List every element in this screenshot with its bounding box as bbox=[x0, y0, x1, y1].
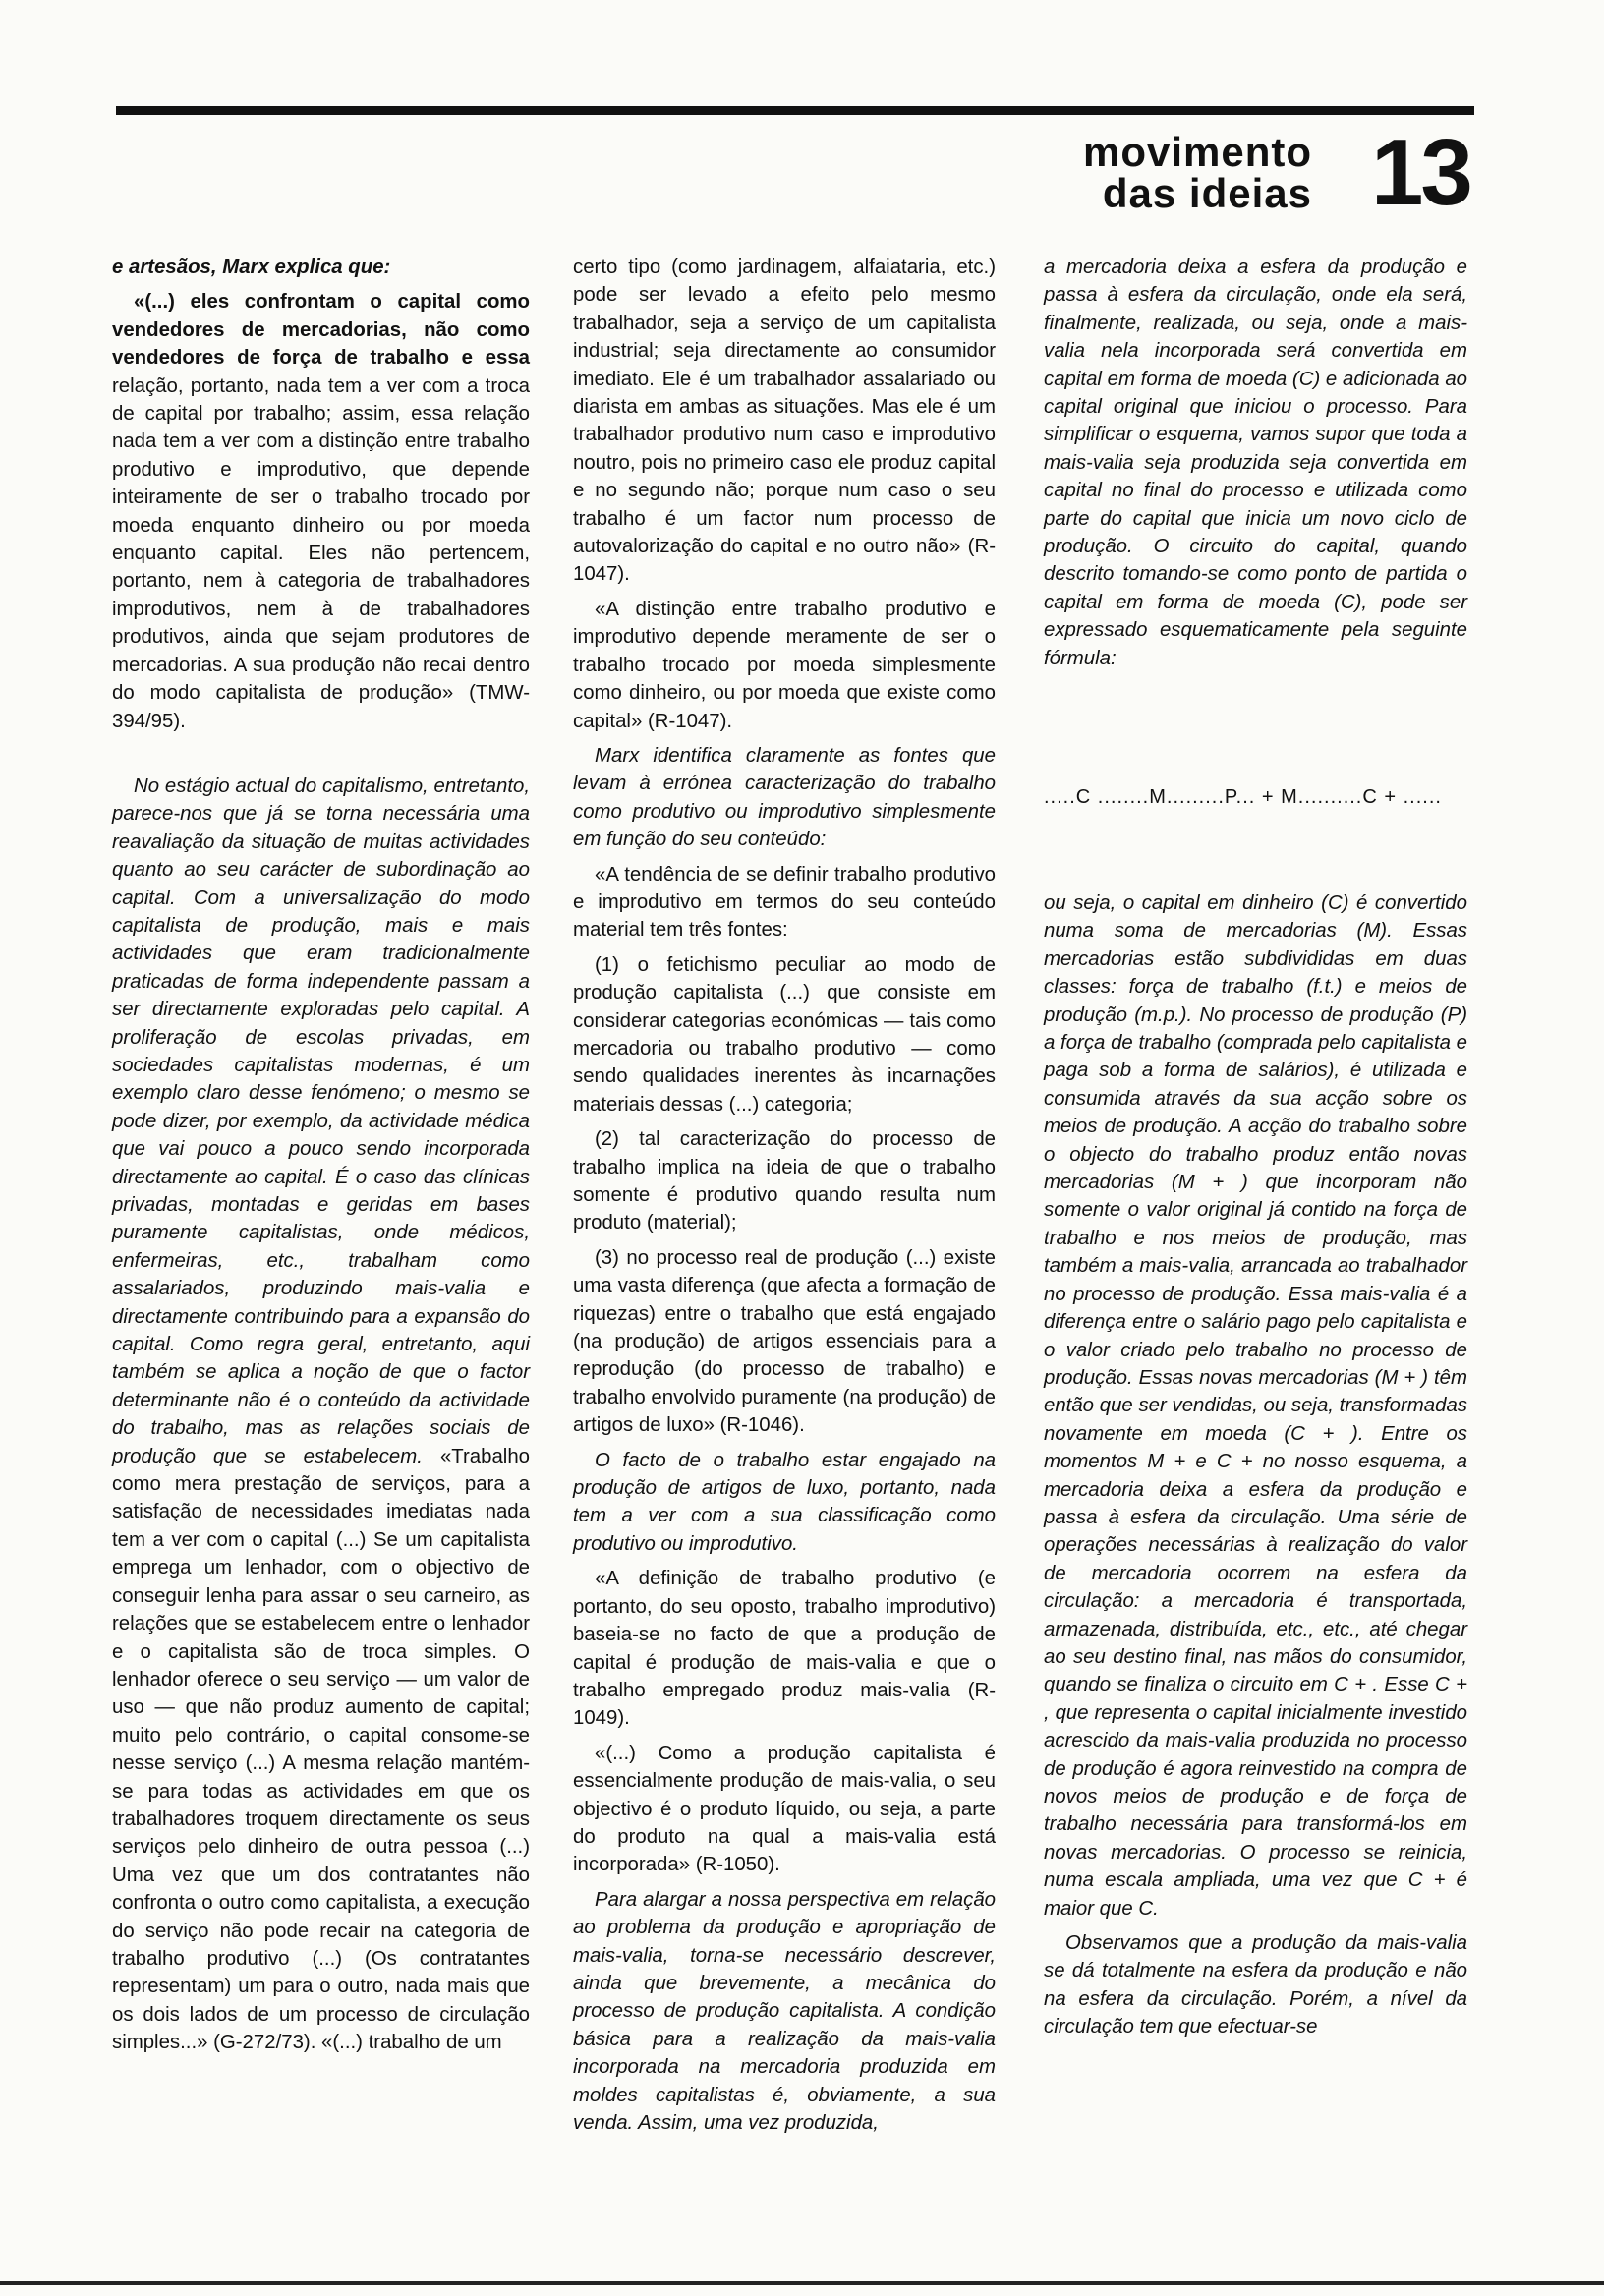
quote-text: relação, portanto, nada tem a ver com a troca de capital por trabalho; assim, essa relação nada tem a ver com a distinção entre trabalho produtivo e improdutivo, que depende inteiramente de ser o trabalho trocado por moeda enquanto dinheiro ou por moeda enquanto capital. Eles não pertencem, portanto, nem à categoria de trabalhadores improdutivos, nem à de trabalhadores produtivos, ainda que sejam produtores de mercadorias. A sua produção não recai dentro do modo capitalista de produção» (TMW-394/95). bbox=[112, 374, 530, 732]
quote-paragraph bbox=[112, 288, 530, 735]
paragraph: Para alargar a nossa perspectiva em relação ao problema da produção e apropriação de mais-valia, torna-se necessário descrever, ainda que brevemente, a mecânica do processo de produção capitalista. A condição básica para a realização da mais-valia incorporada na mercadoria produzida em moldes capitalistas é, obviamente, a sua venda. Assim, uma vez produzida, bbox=[573, 1888, 996, 2134]
italic-text: No estágio actual do capitalismo, entretanto, parece-nos que já se torna necessária uma reavaliação da situação de muitas actividades quanto ao seu carácter de subordinação ao capital. Com a universalização do modo capitalista de produção, mais e mais actividades que eram tradicionalmente praticadas de forma independente passam a ser directamente exploradas pelo capital. A proliferação de escolas privadas, em sociedades capitalistas modernas, é um exemplo claro desse fenómeno; o mesmo se pode dizer, por exemplo, da actividade médica que vai pouco a pouco sendo incorporada directamente ao capital. É o caso das clínicas privadas, montadas e geridas em bases puramente capitalistas, onde médicos, enfermeiras, etc., trabalham como assalariados, produzindo mais-valia e directamente contribuindo para a expansão do capital. Como regra geral, entretanto, aqui também se aplica a noção de que o factor determinante não é o conteúdo da actividade do trabalho, mas as relações sociais de produção que se estabelecem. bbox=[112, 775, 530, 1467]
section-title-line-1: movimento bbox=[1082, 129, 1312, 175]
capital-circuit-formula: .....C ........M.........P... + M..........C + ...... bbox=[1044, 786, 1442, 808]
paragraph: O facto de o trabalho estar engajado na produção de artigos de luxo, portanto, nada tem a ver com a sua classificação como produtivo ou improdutivo. bbox=[573, 1449, 996, 1555]
section-title-line-2: das ideias bbox=[1102, 170, 1312, 216]
paragraph: ou seja, o capital em dinheiro (C) é convertido numa soma de mercadorias (M). Essas mercadorias estão subdivididas em duas classes: força de trabalho (f.t.) e meios de produção (m.p.). No processo de produção (P) a força de trabalho (comprada pelo capitalista e paga sob a forma de salários), é utilizada e consumida através da sua acção sobre os meios de produção. A acção do trabalho sobre o objecto do trabalho produz então novas mercadorias (M + ) que incorporam não somente o valor original já contido na força de trabalho e nos meios de produção, mas também a mais-valia, arrancada ao trabalhador no processo de produção. Essa mais-valia é a diferença entre o salário pago pelo capitalista e o valor criado pelo trabalho no processo de produção. Essas novas mercadorias (M + ) têm então que ser vendidas, ou seja, transformadas novamente em moeda (C + ). Entre os momentos M + e C + no nosso esquema, a mercadoria deixa a esfera da produção e passa à esfera da circulação. Uma série de operações necessárias à realização do valor de mercadoria ocorrem na esfera da circulação: a mercadoria é transportada, armazenada, distribuída, etc., etc., até chegar ao seu destino final, nas mãos do consumidor, quando se finaliza o circuito em C + . Esse C + , que representa o capital inicialmente investido acrescido da mais-valia produzida no processo de produção é agora reinvestido na compra de novos meios de produção e de força de trabalho necessária para transformá-los em novas mercadorias. O processo se reinicia, numa escala ampliada, uma vez que C + é maior que C. bbox=[1044, 892, 1467, 1920]
paragraph: (2) tal caracterização do processo de trabalho implica na ideia de que o trabalho somente é produtivo quando resulta num produto (material); bbox=[573, 1128, 996, 1234]
paragraph: certo tipo (como jardinagem, alfaiataria, etc.) pode ser levado a efeito pelo mesmo trabalhador, seja a serviço de um capitalista industrial; seja directamente ao consumidor imediato. Ele é um trabalhador assalariado ou diarista em ambas as situações. Mas ele é um trabalhador produtivo num caso e improdutivo noutro, pois no primeiro caso ele produz capital e no segundo não; porque num caso o seu trabalho é um factor num processo de autovalorização do capital e no outro não» (R-1047). bbox=[573, 257, 996, 586]
paragraph: a mercadoria deixa a esfera da produção e passa à esfera da circulação, onde ela será, finalmente, realizada, ou seja, onde a mais-valia nela incorporada será convertida em capital em forma de moeda (C) e adicionada ao capital original que iniciou o processo. Para simplificar o esquema, vamos supor que toda a mais-valia seja produzida seja convertida em capital no final do processo e utilizada como parte do capital que inicia um novo ciclo de produção. O circuito do capital, quando descrito tomando-se como ponto de partida o capital em forma de moeda (C), pode ser expressado esquematicamente pela seguinte fórmula: bbox=[1044, 257, 1467, 669]
text-column-1 bbox=[112, 254, 530, 2057]
text-column-3-top bbox=[1044, 254, 1467, 672]
bold-quote-lead: «(...) eles confrontam o capital como vendedores de mercadorias, não como vendedores de força de trabalho e essa bbox=[112, 291, 530, 370]
section-title bbox=[983, 129, 1312, 216]
paragraph: (1) o fetichismo peculiar ao modo de produção capitalista (...) que consiste em considerar categorias económicas — tais como mercadoria ou trabalho produtivo — como sendo qualidades inerentes às incarnações materiais dessas (...) categoria; bbox=[573, 953, 996, 1116]
paragraph: «A distinção entre trabalho produtivo e improdutivo depende meramente de ser o trabalho trocado por moeda simplesmente como dinheiro, ou por moeda que existe como capital» (R-1047). bbox=[573, 598, 996, 732]
bottom-rule bbox=[0, 2281, 1604, 2285]
top-rule bbox=[116, 106, 1474, 115]
text-column-3-bottom bbox=[1044, 890, 1467, 2041]
paragraph: Marx identifica claramente as fontes que levam à errónea caracterização do trabalho como produtivo ou improdutivo simplesmente em função do seu conteúdo: bbox=[573, 744, 996, 851]
paragraph: (3) no processo real de produção (...) existe uma vasta diferença (que afecta a formação de riquezas) entre o trabalho que está engajado (na produção) de artigos essenciais para a reprodução (do processo de trabalho) e trabalho envolvido puramente (na produção) de artigos de luxo» (R-1046). bbox=[573, 1246, 996, 1437]
quote-text: «Trabalho como mera prestação de serviços, para a satisfação de necessidades imediatas nada tem a ver com o capital (...) Se um capitalista emprega um lenhador, com o objectivo de conseguir lenha para assar o seu carneiro, as relações que se estabelecem entre o lenhador e o capitalista são de troca simples. O lenhador oferece o seu serviço — um valor de uso — que não produz aumento de capital; muito pelo contrário, o capital consome-se nesse serviço (...) A mesma relação mantém-se para todas as actividades em que os trabalhadores troquem directamente os seus serviços pelo dinheiro de outra pessoa (...) Uma vez que um dos contratantes não confronta o outro como capitalista, a execução do serviço não pode recair na categoria de trabalho produtivo (...) (Os contratantes representam) um para o outro, nada mais que os dois lados de um processo de circulação simples...» (G-272/73). «(...) trabalho de um bbox=[112, 1445, 530, 2054]
paragraph: e artesãos, Marx explica que: bbox=[112, 257, 391, 278]
page-number: 13 bbox=[1371, 120, 1470, 225]
paragraph: «A tendência de se definir trabalho produtivo e improdutivo em termos do seu conteúdo material tem três fontes: bbox=[573, 863, 996, 942]
paragraph: «A definição de trabalho produtivo (e portanto, do seu oposto, trabalho improdutivo) baseia-se no facto de que a produção de capital é produção de mais-valia e que o trabalho empregado produz mais-valia (R-1049). bbox=[573, 1568, 996, 1730]
paragraph bbox=[112, 773, 530, 2057]
paragraph: «(...) Como a produção capitalista é essencialmente produção de mais-valia, o seu objectivo é o produto líquido, ou seja, a parte do produto na qual a mais-valia está incorporada» (R-1050). bbox=[573, 1742, 996, 1876]
text-column-2 bbox=[573, 254, 996, 2137]
paragraph: Observamos que a produção da mais-valia se dá totalmente na esfera da produção e não na esfera da circulação. Porém, a nível da circulação tem que efectuar-se bbox=[1044, 1932, 1467, 2038]
